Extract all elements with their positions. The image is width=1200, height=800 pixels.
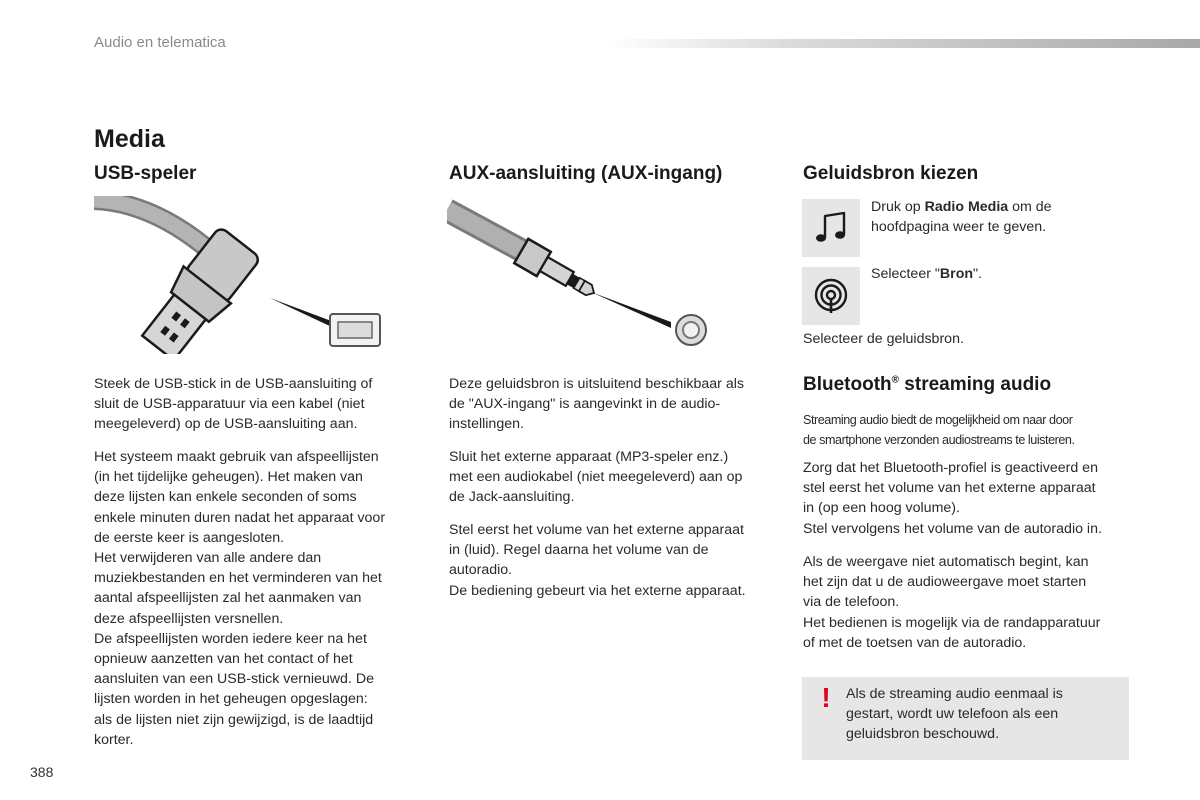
bluetooth-paragraph-1: Zorg dat het Bluetooth-profiel is geactiveerd en stel eerst het volume van het externe apparaat in (op een hoog volume). Stel vervolgens het volume van de autoradio in. — [803, 460, 1102, 537]
aux-heading: AUX-aansluiting (AUX-ingang) — [449, 163, 723, 184]
section-label: Audio en telematica — [94, 34, 226, 51]
warning-text: Als de streaming audio eenmaal is gestart, wordt uw telefoon als een geluidsbron beschouwd. — [846, 686, 1063, 743]
broadcast-icon — [812, 277, 850, 315]
header-bar — [606, 39, 1200, 48]
source-step-2: Selecteer "Bron". — [871, 266, 983, 282]
usb-heading: USB-speler — [94, 163, 197, 184]
page-number: 388 — [30, 764, 54, 780]
usb-plug-illustration — [94, 196, 394, 354]
bluetooth-paragraph-2: Als de weergave niet automatisch begint, kan het zijn dat u de audioweergave moet starten via de telefoon. Het bedienen is mogelijk via de randapparatuur of met de toetsen van de autoradio. — [803, 554, 1101, 651]
usb-paragraph-1: Steek de USB-stick in de USB-aansluiting of sluit de USB-apparatuur via een kabel (niet meegeleverd) op de USB-aansluiting aan. — [94, 376, 373, 433]
source-button[interactable] — [802, 267, 860, 325]
source-step-1: Druk op Radio Media om de hoofdpagina weer te geven. — [871, 199, 1052, 236]
aux-paragraph-1: Deze geluidsbron is uitsluitend beschikbaar als de "AUX-ingang" is aangevinkt in de audio- instellingen. — [449, 376, 744, 433]
radio-media-button[interactable] — [802, 199, 860, 257]
source-heading: Geluidsbron kiezen — [803, 163, 979, 184]
usb-paragraph-2: Het systeem maakt gebruik van afspeellijsten (in het tijdelijke geheugen). Het maken van deze lijsten kan enkele seconden of soms enkele minuten duren nadat het apparaat voor de eerste keer is aangesloten. Het verwijderen van alle andere dan muziekbestanden en het verminderen van het aantal afspeellijsten zal het aanmaken van deze afspeellijsten versnellen. De afspeellijsten worden iedere keer na het opnieuw aanzetten van het contact of het aansluiten van een USB-stick vernieuwd. De lijsten worden in het geheugen opgeslagen: als de lijsten niet zijn gewijzigd, is de laadtijd korter. — [94, 449, 386, 748]
bluetooth-heading: Bluetooth® streaming audio — [803, 374, 1052, 395]
source-select-text: Selecteer de geluidsbron. — [803, 331, 964, 347]
bluetooth-intro: Streaming audio biedt de mogelijkheid om naar door de smartphone verzonden audiostreams te luisteren. — [803, 413, 1075, 447]
aux-jack-illustration — [447, 196, 727, 354]
page-title: Media — [94, 125, 165, 153]
aux-paragraph-3: Stel eerst het volume van het externe apparaat in (luid). Regel daarna het volume van de autoradio. De bediening gebeurt via het externe apparaat. — [449, 522, 746, 599]
aux-paragraph-2: Sluit het externe apparaat (MP3-speler enz.) met een audiokabel (niet meegeleverd) aan op de Jack-aansluiting. — [449, 449, 743, 506]
music-note-icon — [813, 210, 849, 246]
exclamation-icon: ! — [821, 682, 831, 713]
